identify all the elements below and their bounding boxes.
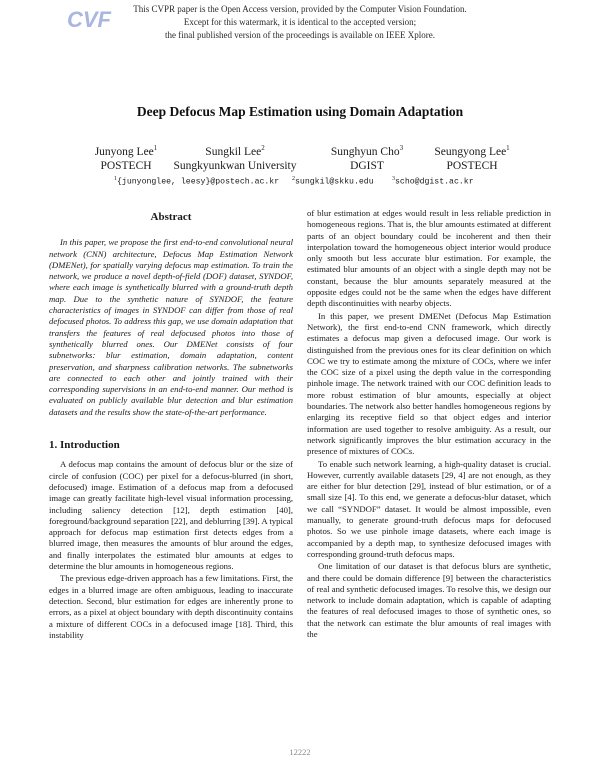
author-affiliation: POSTECH (446, 159, 498, 172)
introduction-paragraph: A defocus map contains the amount of defocus blur or the size of circle of confusion (COC) per pixel for a defocus-blurred (in short, defocused) image. Estimation of a defocus map from a defocused image can greatly facilitate high-level visual information processing, including saliency detection [12], depth estimation [40], foreground/background separation [22], and deblurring [39]. A typical approach for defocus map estimation first detects edges from a blurred image, then measures the amounts of blur around the edges, and finally interpolates the estimated blur amounts at edges to determine the blur amounts in homogeneous regions. (49, 459, 293, 572)
paper-title: Deep Defocus Map Estimation using Domain Adaptation (136, 104, 464, 119)
page-number: 12222 (289, 747, 311, 757)
email-scho: $^3$scho@dgist.ac.kr (392, 176, 474, 187)
author-name: Junyong Lee (94, 145, 154, 158)
left-column (49, 212, 293, 641)
abstract-text: In this paper, we propose the first end-to-end convolutional neural network (CNN) architecture, Defocus Map Estimation Network (DMENet), for spatially varying defocus map estimation. To train the network, we produce a novel depth-of-field (DOF) dataset, SYNDOF, where each image is synthetically blurred with a ground-truth depth map. Due to the synthetic nature of SYNDOF, the feature characteristics of images in SYNDOF can differ from those of real defocused photos. To address this gap, we use domain adaptation that transfers the features of real defocused photos into those of synthetically blurred ones. Our DMENet consists of four subnetworks: blur estimation, domain adaptation, content preservation, and sharpness calibration networks. The subnetworks are connected to each other and jointly trained with their corresponding supervisions in an end-to-end manner. Our method is evaluated on publicly available blur detection and blur estimation datasets and the results show the state-of-the-art performance. (49, 237, 293, 417)
author-affiliation: POSTECH (100, 159, 152, 172)
introduction-paragraph: The previous edge-driven approach has a few limitations. First, the edges in a blurred image are often ambiguous, leading to inaccurate detection. Second, blur estimation for edges are inherently prone to errors, as a pixel at object boundary with depth discontinuity contains a mixture of different COCs in a defocused image [18]. Third, this instability (49, 573, 293, 640)
author-name: Sunghyun Cho (330, 145, 400, 158)
email-junyonglee-leesy: $^1${junyonglee, leesy}@postech.ac.kr (114, 176, 280, 187)
cvf-watermark (0, 3, 600, 42)
email-sungkil: $^2$sungkil@skku.edu (292, 176, 374, 187)
watermark-line-2: Except for this watermark, it is identical to the accepted version; (183, 17, 417, 27)
author-block: Seungyong Lee$^1$ POSTECH (412, 141, 532, 173)
watermark-line-1: This CVPR paper is the Open Access version, provided by the Computer Vision Foundation. (133, 4, 467, 14)
author-block: Sungkil Lee$^2$ Sungkyunkwan University (170, 141, 300, 173)
body-paragraph: of blur estimation at edges would result in less reliable prediction in homogeneous regions. That is, the blur amounts estimated at different parts of an object boundary could be incoherent and then their interpolation toward the homogeneous object interior would produce only smooth but less accurate blur estimation. For example, the estimated blur amounts of an object with a single depth may not be constant, because the blur amounts separately measured at the opposite edges could not be the same when the edges have different depth discontinuities with nearby objects. (307, 208, 551, 309)
svg-text:CVF: CVF (67, 7, 111, 32)
author-affiliation: DGIST (350, 159, 384, 172)
body-paragraph: One limitation of our dataset is that defocus blurs are synthetic, and there could be domain difference [9] between the characteristics of real and synthetic defocused images. To resolve this, we design our network to include domain adaptation, which is capable of adapting the features of real defocused images to those of synthetic ones, so that the network can estimate the blur amounts of real images with the (307, 561, 551, 639)
body-paragraph: In this paper, we present DMENet (Defocus Map Estimation Network), the first end-to-end CNN framework, which directly estimates a defocus map given a defocused image. Our work is distinguished from the previous ones for its clear definition on which COC we try to estimate among the mixture of COCs, where we infer the COC size of a pixel using the depth value in the corresponding pinhole image. The network trained with our COC definition leads to more robust estimation of blur amounts, especially at object boundaries. The network also better handles homogeneous regions by enlarging its receptive field so that object edges and interior information are used together to resolve ambiguity. As a result, our network significantly improves the blur estimation accuracy in the presence of mixtures of COCs. (307, 310, 551, 457)
author-affiliation: Sungkyunkwan University (173, 159, 297, 172)
author-name: Seungyong Lee (434, 145, 507, 158)
right-column (307, 208, 551, 640)
abstract-heading: Abstract (150, 211, 192, 223)
author-name: Sungkil Lee (205, 145, 262, 158)
introduction-heading: 1. Introduction (49, 439, 120, 452)
author-block: Sunghyun Cho$^3$ DGIST (307, 141, 427, 173)
body-paragraph: To enable such network learning, a high-quality dataset is crucial. However, currently available datasets [29, 4] are not enough, as they are either for blur detection [29], instead of blur estimation, or of a small size [4]. To this end, we generate a defocus-blur dataset, which we call “SYNDOF” dataset. It would be almost impossible, even manually, to generate ground-truth defocus maps for defocused photos. So we use pinhole image datasets, where each image is accompanied by a depth map, to synthesize defocused images with corresponding ground-truth defocus maps. (307, 458, 551, 559)
author-block: Junyong Lee$^1$ POSTECH (66, 141, 186, 173)
abstract-body (49, 237, 293, 418)
watermark-line-3: the final published version of the proceedings is available on IEEE Xplore. (165, 30, 435, 40)
